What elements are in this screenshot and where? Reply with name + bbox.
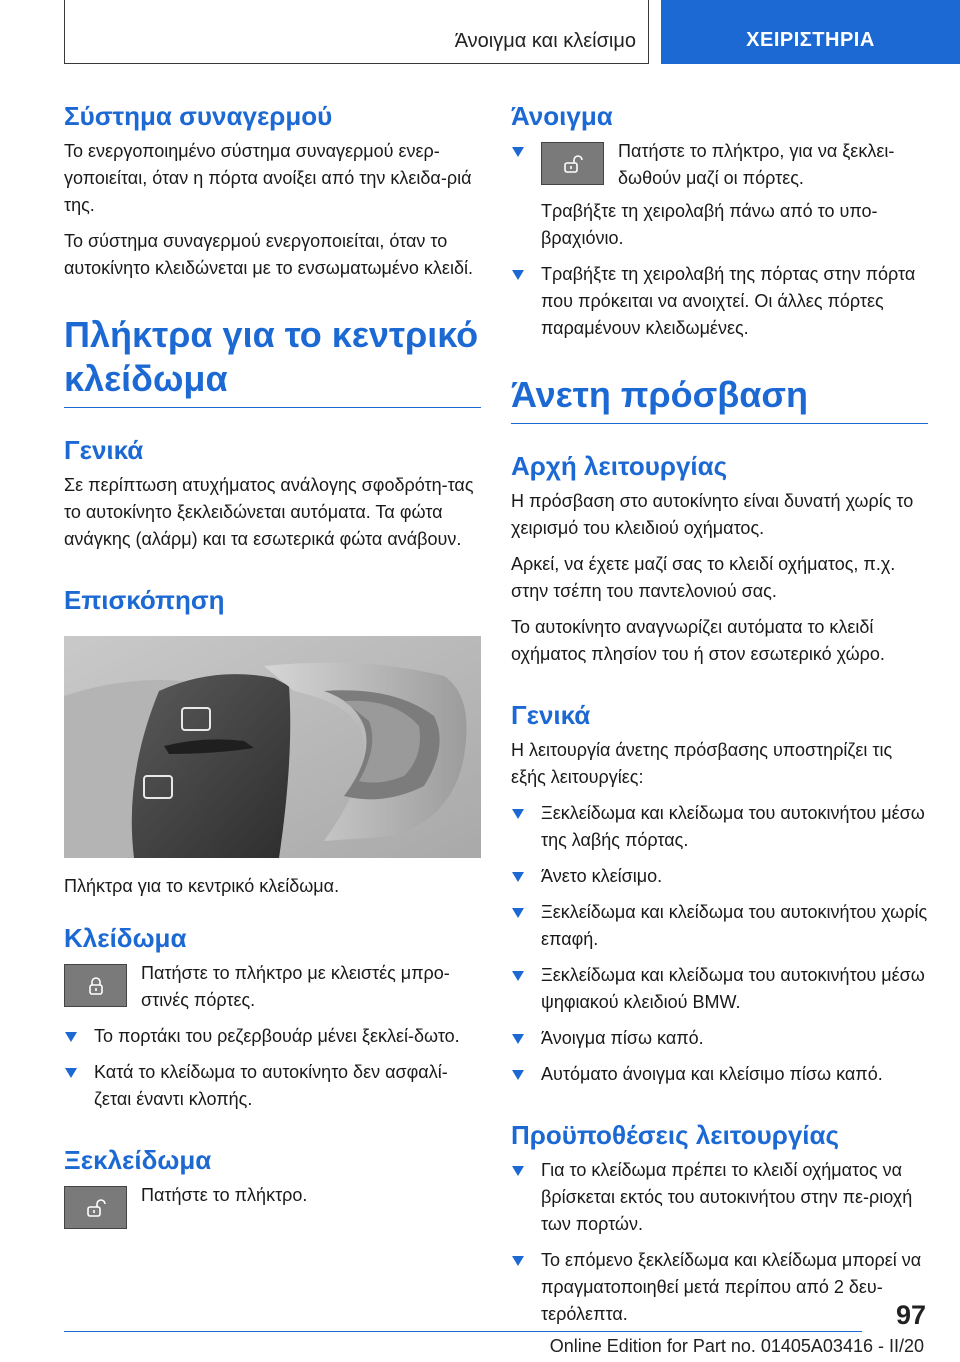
triangle-down-icon [512,809,524,819]
list-item: Ξεκλείδωμα και κλείδωμα του αυτοκινήτου χωρίς επαφή. [511,899,928,953]
triangle-down-icon [512,1034,524,1044]
door-buttons-photo [64,636,481,858]
left-column [64,100,481,1238]
comfort-access-heading: Άνετη πρόσβαση [511,373,928,424]
open-heading: Άνοιγμα [511,101,613,131]
footer-divider [64,1331,862,1332]
lock-heading: Κλείδωμα [64,923,187,953]
triangle-down-icon [65,1032,77,1042]
triangle-down-icon [512,1256,524,1266]
general-paragraph: Σε περίπτωση ατυχήματος ανάλογης σφοδρότη-τας το αυτοκίνητο ξεκλειδώνεται αυτόματα. Τα φώτα ανάγκης (αλάρμ) και τα εσωτερικά φώτα ανάβουν. [64,475,474,549]
overview-caption: Πλήκτρα για το κεντρικό κλείδωμα. [64,876,340,896]
principle-paragraph-1: Η πρόσβαση στο αυτοκίνητο είναι δυνατή χωρίς το χειρισμό του κλειδιού οχήματος. [511,491,914,538]
triangle-down-icon [512,270,524,280]
principle-heading: Αρχή λειτουργίας [511,451,728,481]
list-item: Για το κλείδωμα πρέπει το κλειδί οχήματος να βρίσκεται εκτός του αυτοκινήτου στην πε-ριοχή των πορτών. [511,1157,928,1238]
footer-edition: Online Edition for Part no. 01405A03416 - II/20 [549,1336,924,1356]
triangle-down-icon [512,147,524,157]
principle-paragraph-3: Το αυτοκίνητο αναγνωρίζει αυτόματα το κλειδί οχήματος πλησίον του ή στον εσωτερικό χώρο. [511,617,885,664]
open-step-1-text: Πατήστε το πλήκτρο, για να ξεκλει-δωθούν μαζί οι πόρτες. [618,141,895,188]
right-column [511,100,928,1337]
header-section-title: Άνοιγμα και κλείσιμο [454,30,636,52]
header-chapter-label: ΧΕΙΡΙΣΤΗΡΙΑ [746,29,875,51]
header-chapter-tab [661,0,960,64]
triangle-down-icon [512,1070,524,1080]
unlock-instruction-text: Πατήστε το πλήκτρο. [141,1185,308,1205]
principle-paragraph-2: Αρκεί, να έχετε μαζί σας το κλειδί οχήματος, π.χ. στην τσέπη του παντελονιού σας. [511,554,896,601]
list-item: Ξεκλείδωμα και κλείδωμα του αυτοκινήτου μέσω της λαβής πόρτας. [511,800,928,854]
page-number: 97 [895,1300,926,1330]
general-heading: Γενικά [64,435,144,465]
triangle-down-icon [512,908,524,918]
list-item: Το επόμενο ξεκλείδωμα και κλείδωμα μπορεί να πραγματοποιηθεί μετά περίπου από 2 δευ-τερόλεπτα. [511,1247,928,1328]
lock-closed-icon [64,964,127,1007]
list-item: Το πορτάκι του ρεζερβουάρ μένει ξεκλεί-δωτο. [64,1023,481,1050]
list-item: Άνοιγμα πίσω καπό. [511,1025,928,1052]
list-item: Κατά το κλείδωμα το αυτοκίνητο δεν ασφαλί-ζεται έναντι κλοπής. [64,1059,481,1113]
triangle-down-icon [65,1068,77,1078]
alarm-paragraph-1: Το ενεργοποιημένο σύστημα συναγερμού ενερ-γοποιείται, όταν η πόρτα ανοίξει από την κλειδα-ριά της. [64,141,472,215]
list-item: Τραβήξτε τη χειρολαβή της πόρτας στην πόρτα που πρόκειται να ανοιχτεί. Οι άλλες πόρτες παραμένουν κλειδωμένες. [511,261,928,342]
list-item [511,138,928,192]
central-locking-heading: Πλήκτρα για το κεντρικό κλείδωμα [64,313,481,408]
unlock-heading: Ξεκλείδωμα [64,1145,212,1175]
unlock-instruction-row [64,1182,481,1229]
triangle-down-icon [512,1166,524,1176]
overview-heading: Επισκόπηση [64,585,225,615]
list-item: Ξεκλείδωμα και κλείδωμα του αυτοκινήτου μέσω ψηφιακού κλειδιού BMW. [511,962,928,1016]
alarm-heading: Σύστημα συναγερμού [64,101,333,131]
triangle-down-icon [512,971,524,981]
open-step-1-sub: Τραβήξτε τη χειρολαβή πάνω από το υπο-βραχιόνιο. [541,201,878,248]
lock-instruction-row [64,960,481,1014]
triangle-down-icon [512,872,524,882]
list-item: Αυτόματο άνοιγμα και κλείσιμο πίσω καπό. [511,1061,928,1088]
lock-instruction-text: Πατήστε το πλήκτρο με κλειστές μπρο-στινές πόρτες. [141,963,450,1010]
lock-open-icon [64,1186,127,1229]
list-item: Άνετο κλείσιμο. [511,863,928,890]
lock-open-icon [541,142,604,185]
header-section-box [64,0,649,64]
comfort-general-heading: Γενικά [511,700,591,730]
alarm-paragraph-2: Το σύστημα συναγερμού ενεργοποιείται, όταν το αυτοκίνητο κλειδώνεται με το ενσωματωμένο κλειδί. [64,231,473,278]
prerequisites-heading: Προϋποθέσεις λειτουργίας [511,1120,840,1150]
comfort-general-paragraph: Η λειτουργία άνετης πρόσβασης υποστηρίζει τις εξής λειτουργίες: [511,740,893,787]
